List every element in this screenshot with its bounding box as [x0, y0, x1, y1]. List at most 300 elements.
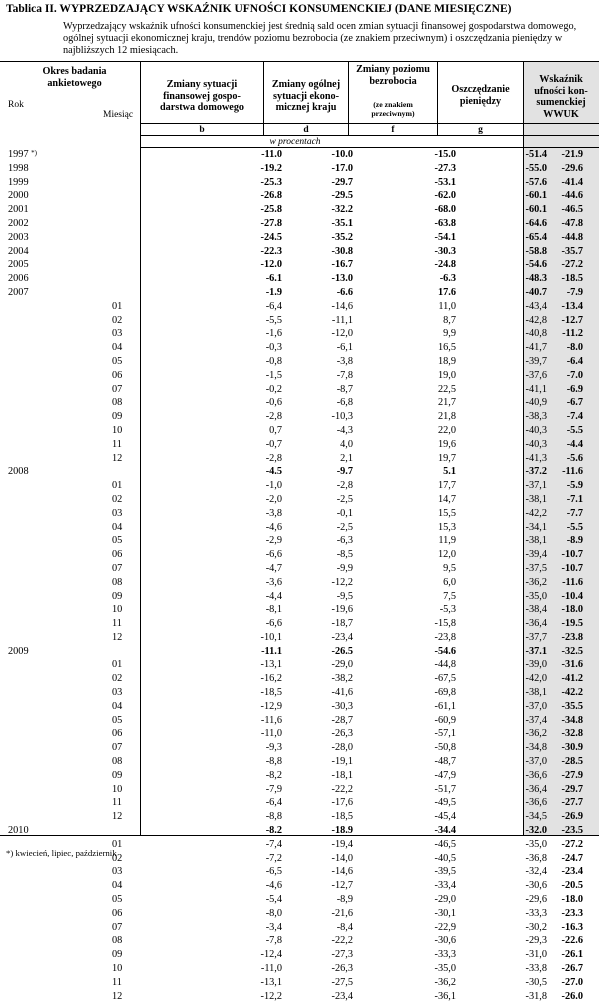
cell-b: -3,6: [265, 576, 282, 588]
table-description: Wyprzedzający wskaźnik ufności konsumenckiej jest średnią sald ocen zmian sytuacji finansowej gospodarstwa domowego, ogólnej sytuacji ekonomicznej kraju, trendów poziomu bezrobocia (ze znakiem przeciwnym) i oszczędzania pieniędzy w najbliższych 12 miesiącach.: [63, 21, 577, 56]
cell-d: -7,8: [336, 369, 353, 381]
year-row: [0, 245, 599, 259]
row-label: 12: [112, 811, 123, 823]
month-row: [0, 534, 599, 548]
month-row: [0, 300, 599, 314]
cell-b: -6,4: [265, 300, 282, 312]
row-label: 11: [112, 797, 122, 809]
cell-f: -30,1: [434, 907, 456, 919]
cell-d: -28,0: [331, 742, 353, 754]
row-label: 07: [112, 921, 123, 933]
table-title: Tablica II. WYPRZEDZAJĄCY WSKAŹNIK UFNOŚCI KONSUMENCKIEJ (DANE MIESIĘCZNE): [6, 3, 512, 15]
cell-d: -27,5: [331, 976, 353, 988]
year-row: [0, 465, 599, 479]
cell-f: 5.1: [443, 466, 456, 478]
cell-d: -10.0: [331, 149, 353, 160]
cell-g: -37,4: [525, 714, 547, 726]
cell-g: -35,0: [525, 838, 547, 850]
month-row: [0, 658, 599, 672]
row-label: 2006: [8, 273, 29, 285]
cell-b: -7,4: [265, 838, 282, 850]
cell-f: -46,5: [434, 838, 456, 850]
cell-f: 14,7: [437, 493, 456, 505]
cell-f: -36,1: [434, 990, 456, 1002]
row-label: 2010: [8, 825, 29, 837]
cell-w: -7.0: [566, 369, 583, 381]
cell-g: -36,6: [525, 769, 547, 781]
month-row: [0, 921, 599, 935]
year-row: [0, 286, 599, 300]
cell-f: 18,9: [437, 355, 456, 367]
cell-g: -41,1: [525, 383, 547, 395]
cell-f: 9,5: [443, 562, 456, 574]
month-row: [0, 452, 599, 466]
cell-d: -8,4: [336, 921, 353, 933]
row-label: 08: [112, 576, 123, 588]
cell-w: -35.5: [561, 700, 583, 712]
cell-b: -25.3: [260, 176, 282, 188]
cell-f: -15,8: [434, 618, 456, 630]
letter-g: g: [478, 125, 483, 135]
cell-g: -36,8: [525, 852, 547, 864]
cell-b: 0,7: [269, 424, 282, 436]
cell-b: -6,6: [265, 549, 282, 561]
cell-w: -27.7: [561, 797, 583, 809]
cell-b: -0,3: [265, 342, 282, 354]
cell-f: -23,8: [434, 631, 456, 643]
row-label: 2000: [8, 190, 29, 202]
row-label: 2002: [8, 217, 29, 229]
cell-b: -0,6: [265, 397, 282, 409]
year-row: [0, 217, 599, 231]
cell-g: -33,3: [525, 907, 547, 919]
unit-label: w procentach: [269, 137, 321, 147]
row-label: 12: [112, 452, 123, 464]
cell-f: 6,0: [443, 576, 456, 588]
row-label: 02: [112, 852, 123, 864]
row-label: 10: [112, 783, 123, 795]
cell-w: -44.8: [561, 231, 583, 243]
row-label: 03: [112, 687, 123, 699]
cell-w: -12.7: [561, 314, 583, 326]
row-label: 07: [112, 742, 123, 754]
cell-g: -30,2: [525, 921, 547, 933]
cell-w: -23.5: [561, 825, 583, 837]
cell-f: 22,0: [437, 424, 456, 436]
cell-g: -55.0: [525, 162, 547, 174]
row-label: 01: [112, 480, 123, 492]
month-row: [0, 327, 599, 341]
cell-g: -39,4: [525, 549, 547, 561]
cell-w: -10.7: [561, 549, 583, 561]
cell-w: -7.7: [566, 507, 583, 519]
cell-f: -35,0: [434, 963, 456, 975]
row-label: 2004: [8, 245, 29, 257]
header-top-rule: [0, 61, 599, 62]
cell-d: -18,1: [331, 769, 353, 781]
cell-b: -12,4: [260, 949, 282, 961]
row-label: 06: [112, 549, 123, 561]
cell-g: -60.1: [525, 190, 547, 202]
row-label: 08: [112, 756, 123, 768]
cell-w: -23.4: [561, 866, 583, 878]
cell-g: -48.3: [525, 273, 547, 285]
cell-w: -13.4: [561, 300, 583, 312]
year-row: [0, 272, 599, 286]
cell-d: -19,6: [331, 604, 353, 616]
month-row: [0, 783, 599, 797]
cell-b: -8,1: [265, 604, 282, 616]
cell-w: -26.0: [561, 990, 583, 1002]
month-row: [0, 314, 599, 328]
cell-b: -1.9: [265, 286, 282, 298]
month-row: [0, 341, 599, 355]
cell-w: -42.2: [561, 687, 583, 699]
cell-f: -47,9: [434, 769, 456, 781]
cell-w: -6.4: [566, 355, 583, 367]
header-col-f-note: (ze znakiem przeciwnym): [371, 100, 415, 118]
cell-b: -8,0: [265, 907, 282, 919]
cell-f: -51,7: [434, 783, 456, 795]
cell-d: -17.0: [331, 162, 353, 174]
month-row: [0, 686, 599, 700]
cell-w: -19.5: [561, 618, 583, 630]
cell-w: -35.7: [561, 245, 583, 257]
cell-d: -23,4: [331, 990, 353, 1002]
row-label: 06: [112, 369, 123, 381]
row-label: 06: [112, 907, 123, 919]
row-label: 2009: [8, 645, 29, 657]
letter-b: b: [199, 125, 205, 135]
cell-b: -19.2: [260, 162, 282, 174]
cell-b: -3,4: [265, 921, 282, 933]
cell-g: -30,5: [525, 976, 547, 988]
cell-b: -6,4: [265, 797, 282, 809]
cell-w: -7.4: [566, 411, 583, 423]
month-row: [0, 369, 599, 383]
cell-w: -11.6: [562, 576, 583, 588]
cell-d: -26,3: [331, 963, 353, 975]
cell-f: -34.4: [434, 825, 456, 837]
row-label: 04: [112, 700, 123, 712]
month-row: [0, 755, 599, 769]
header-col-d: Zmiany ogólnej sytuacji ekono-micznej kraju: [271, 79, 341, 113]
cell-b: -0,8: [265, 355, 282, 367]
cell-f: -30,6: [434, 935, 456, 947]
cell-w: -41.4: [561, 176, 583, 188]
row-label: 04: [112, 880, 123, 892]
cell-g: -37,7: [525, 631, 547, 643]
year-row: [0, 176, 599, 190]
cell-f: -69,8: [434, 687, 456, 699]
cell-f: 11,9: [438, 535, 456, 547]
cell-b: -27.8: [260, 217, 282, 229]
cell-b: -2,8: [265, 411, 282, 423]
cell-g: -42,8: [525, 314, 547, 326]
row-label: 11: [112, 618, 122, 630]
cell-d: -2,5: [336, 493, 353, 505]
cell-f: -22,9: [434, 921, 456, 933]
cell-d: -35.1: [331, 217, 353, 229]
cell-w: -5.5: [566, 424, 583, 436]
cell-d: -30.8: [331, 245, 353, 257]
cell-f: 12,0: [437, 549, 456, 561]
cell-d: -28,7: [331, 714, 353, 726]
cell-d: -11,1: [331, 314, 353, 326]
cell-w: -10.4: [561, 590, 583, 602]
cell-f: 7,5: [443, 590, 456, 602]
cell-g: -37,6: [525, 369, 547, 381]
cell-g: -36,6: [525, 797, 547, 809]
cell-b: -4,6: [265, 880, 282, 892]
cell-d: -35.2: [331, 231, 353, 243]
cell-d: -26,3: [331, 728, 353, 740]
cell-w: -7.9: [566, 286, 583, 298]
cell-f: -33,3: [434, 949, 456, 961]
row-label: 07: [112, 383, 123, 395]
cell-g: -42,0: [525, 673, 547, 685]
cell-f: -30.3: [434, 245, 456, 257]
cell-d: -4,3: [336, 424, 353, 436]
cell-w: -23.3: [561, 907, 583, 919]
cell-g: -41,7: [525, 342, 547, 354]
cell-g: -34,5: [525, 811, 547, 823]
header-col-f: Zmiany poziomu bezrobocia: [356, 64, 430, 87]
header-unit-rule: [140, 135, 599, 136]
cell-w: -26.9: [561, 811, 583, 823]
cell-g: -36,4: [525, 618, 547, 630]
cell-b: -8,8: [265, 811, 282, 823]
cell-b: -1,6: [265, 328, 282, 340]
cell-g: -30,6: [525, 880, 547, 892]
row-label: 1999: [8, 176, 29, 188]
month-row: [0, 479, 599, 493]
month-row: [0, 893, 599, 907]
cell-g: -40,3: [525, 424, 547, 436]
cell-d: -9.7: [336, 466, 353, 478]
row-label: 02: [112, 673, 123, 685]
cell-b: -13,1: [260, 659, 282, 671]
cell-d: -32.2: [331, 204, 353, 216]
cell-g: -31,0: [525, 949, 547, 961]
row-label: 09: [112, 949, 123, 961]
month-row: [0, 769, 599, 783]
row-label: 09: [112, 590, 123, 602]
cell-g: -37,0: [525, 700, 547, 712]
cell-f: 16,5: [437, 342, 456, 354]
cell-b: -6,5: [265, 866, 282, 878]
month-row: [0, 727, 599, 741]
cell-b: -6.1: [265, 273, 282, 285]
cell-f: -57,1: [434, 728, 456, 740]
cell-w: -6.9: [566, 383, 583, 395]
cell-d: -10,3: [331, 411, 353, 423]
row-label: 2007: [8, 286, 29, 298]
cell-w: -6.7: [566, 397, 583, 409]
cell-w: -5.6: [566, 452, 583, 464]
cell-f: 11,0: [438, 300, 456, 312]
cell-g: -42,2: [525, 507, 547, 519]
month-row: [0, 603, 599, 617]
cell-d: 4,0: [340, 438, 353, 450]
cell-b: -18,5: [260, 687, 282, 699]
cell-g: -36,2: [525, 728, 547, 740]
cell-d: -9,9: [336, 562, 353, 574]
cell-g: -34,8: [525, 742, 547, 754]
cell-b: -26.8: [260, 190, 282, 202]
cell-d: -29,0: [331, 659, 353, 671]
cell-f: 19,7: [437, 452, 456, 464]
row-label: 11: [112, 438, 122, 450]
cell-w: -16.3: [561, 921, 583, 933]
row-label: 08: [112, 397, 123, 409]
month-row: [0, 700, 599, 714]
month-row: [0, 990, 599, 1003]
row-label: 03: [112, 507, 123, 519]
cell-d: 2,1: [340, 452, 353, 464]
cell-b: -11,6: [260, 714, 282, 726]
cell-g: -32,4: [525, 866, 547, 878]
month-row: [0, 962, 599, 976]
cell-f: 15,5: [437, 507, 456, 519]
cell-f: -24.8: [434, 259, 456, 271]
cell-f: 8,7: [443, 314, 456, 326]
cell-d: -2,5: [336, 521, 353, 533]
cell-f: -49,5: [434, 797, 456, 809]
month-row: [0, 396, 599, 410]
row-label: 10: [112, 424, 123, 436]
cell-w: -46.5: [561, 204, 583, 216]
month-row: [0, 383, 599, 397]
header-period: Okres badania ankietowego: [42, 66, 107, 89]
cell-g: -33,8: [525, 963, 547, 975]
cell-f: -54.1: [434, 231, 456, 243]
cell-g: -37.2: [525, 466, 547, 478]
month-row: [0, 976, 599, 990]
cell-b: -11,0: [260, 728, 282, 740]
cell-w: -18.0: [561, 894, 583, 906]
cell-b: -11.0: [261, 149, 282, 160]
cell-f: -60,9: [434, 714, 456, 726]
cell-b: -2,9: [265, 535, 282, 547]
cell-f: -63.8: [434, 217, 456, 229]
cell-f: 22,5: [437, 383, 456, 395]
cell-w: -21.9: [561, 149, 583, 160]
cell-d: -6,1: [336, 342, 353, 354]
cell-w: -5.5: [566, 521, 583, 533]
cell-f: -67,5: [434, 673, 456, 685]
cell-g: -65.4: [525, 231, 547, 243]
month-row: [0, 507, 599, 521]
cell-b: -12,2: [260, 990, 282, 1002]
cell-d: -38,2: [331, 673, 353, 685]
cell-b: -9,3: [265, 742, 282, 754]
cell-d: -18.9: [331, 825, 353, 837]
cell-b: -7,8: [265, 935, 282, 947]
cell-g: -37,1: [525, 480, 547, 492]
month-row: [0, 672, 599, 686]
cell-w: -26.7: [561, 963, 583, 975]
cell-w: -32.8: [561, 728, 583, 740]
row-label: 08: [112, 935, 123, 947]
cell-w: -8.0: [566, 342, 583, 354]
cell-w: -32.5: [561, 645, 583, 657]
month-row: [0, 493, 599, 507]
cell-b: -7,2: [265, 852, 282, 864]
row-label: 1997 *): [8, 149, 38, 160]
cell-g: -31,8: [525, 990, 547, 1002]
cell-w: -8.9: [566, 535, 583, 547]
cell-g: -32.0: [525, 825, 547, 837]
cell-g: -38,1: [525, 493, 547, 505]
year-row: [0, 203, 599, 217]
cell-w: -41.2: [561, 673, 583, 685]
cell-d: -14,6: [331, 866, 353, 878]
cell-f: 21,8: [437, 411, 456, 423]
cell-w: -29.7: [561, 783, 583, 795]
cell-g: -41,3: [525, 452, 547, 464]
cell-d: -14,6: [331, 300, 353, 312]
cell-f: -44,8: [434, 659, 456, 671]
cell-b: -4,4: [265, 590, 282, 602]
cell-f: -54.6: [434, 645, 456, 657]
row-label: 09: [112, 411, 123, 423]
year-row: [0, 162, 599, 176]
cell-b: -13,1: [260, 976, 282, 988]
cell-f: -61,1: [434, 700, 456, 712]
cell-g: -40,8: [525, 328, 547, 340]
cell-g: -38,4: [525, 604, 547, 616]
row-label: 04: [112, 342, 123, 354]
cell-d: -23,4: [331, 631, 353, 643]
cell-g: -64.6: [525, 217, 547, 229]
month-row: [0, 617, 599, 631]
cell-b: -1,0: [265, 480, 282, 492]
cell-d: -22,2: [331, 935, 353, 947]
row-label: 03: [112, 328, 123, 340]
row-label: 05: [112, 894, 123, 906]
month-row: [0, 907, 599, 921]
cell-d: -12,0: [331, 328, 353, 340]
cell-b: -3,8: [265, 507, 282, 519]
cell-b: -10,1: [260, 631, 282, 643]
cell-w: -47.8: [561, 217, 583, 229]
month-row: [0, 934, 599, 948]
row-label: 07: [112, 562, 123, 574]
table-body: [0, 148, 599, 1003]
cell-g: -29,6: [525, 894, 547, 906]
cell-w: -5.9: [566, 480, 583, 492]
month-row: [0, 714, 599, 728]
month-row: [0, 355, 599, 369]
cell-g: -36,4: [525, 783, 547, 795]
cell-d: -14,0: [331, 852, 353, 864]
footnote: *) kwiecień, lipiec, październik: [6, 848, 117, 858]
cell-f: -36,2: [434, 976, 456, 988]
cell-b: -8,2: [265, 769, 282, 781]
row-label: 1998: [8, 162, 29, 174]
cell-f: -53.1: [434, 176, 456, 188]
cell-w: -11.6: [562, 466, 583, 478]
cell-f: -33,4: [434, 880, 456, 892]
cell-d: -21,6: [331, 907, 353, 919]
cell-w: -30.9: [561, 742, 583, 754]
cell-f: -27.3: [434, 162, 456, 174]
cell-b: -8.2: [265, 825, 282, 837]
cell-b: -6,6: [265, 618, 282, 630]
cell-g: -38,3: [525, 411, 547, 423]
cell-b: -8,8: [265, 756, 282, 768]
